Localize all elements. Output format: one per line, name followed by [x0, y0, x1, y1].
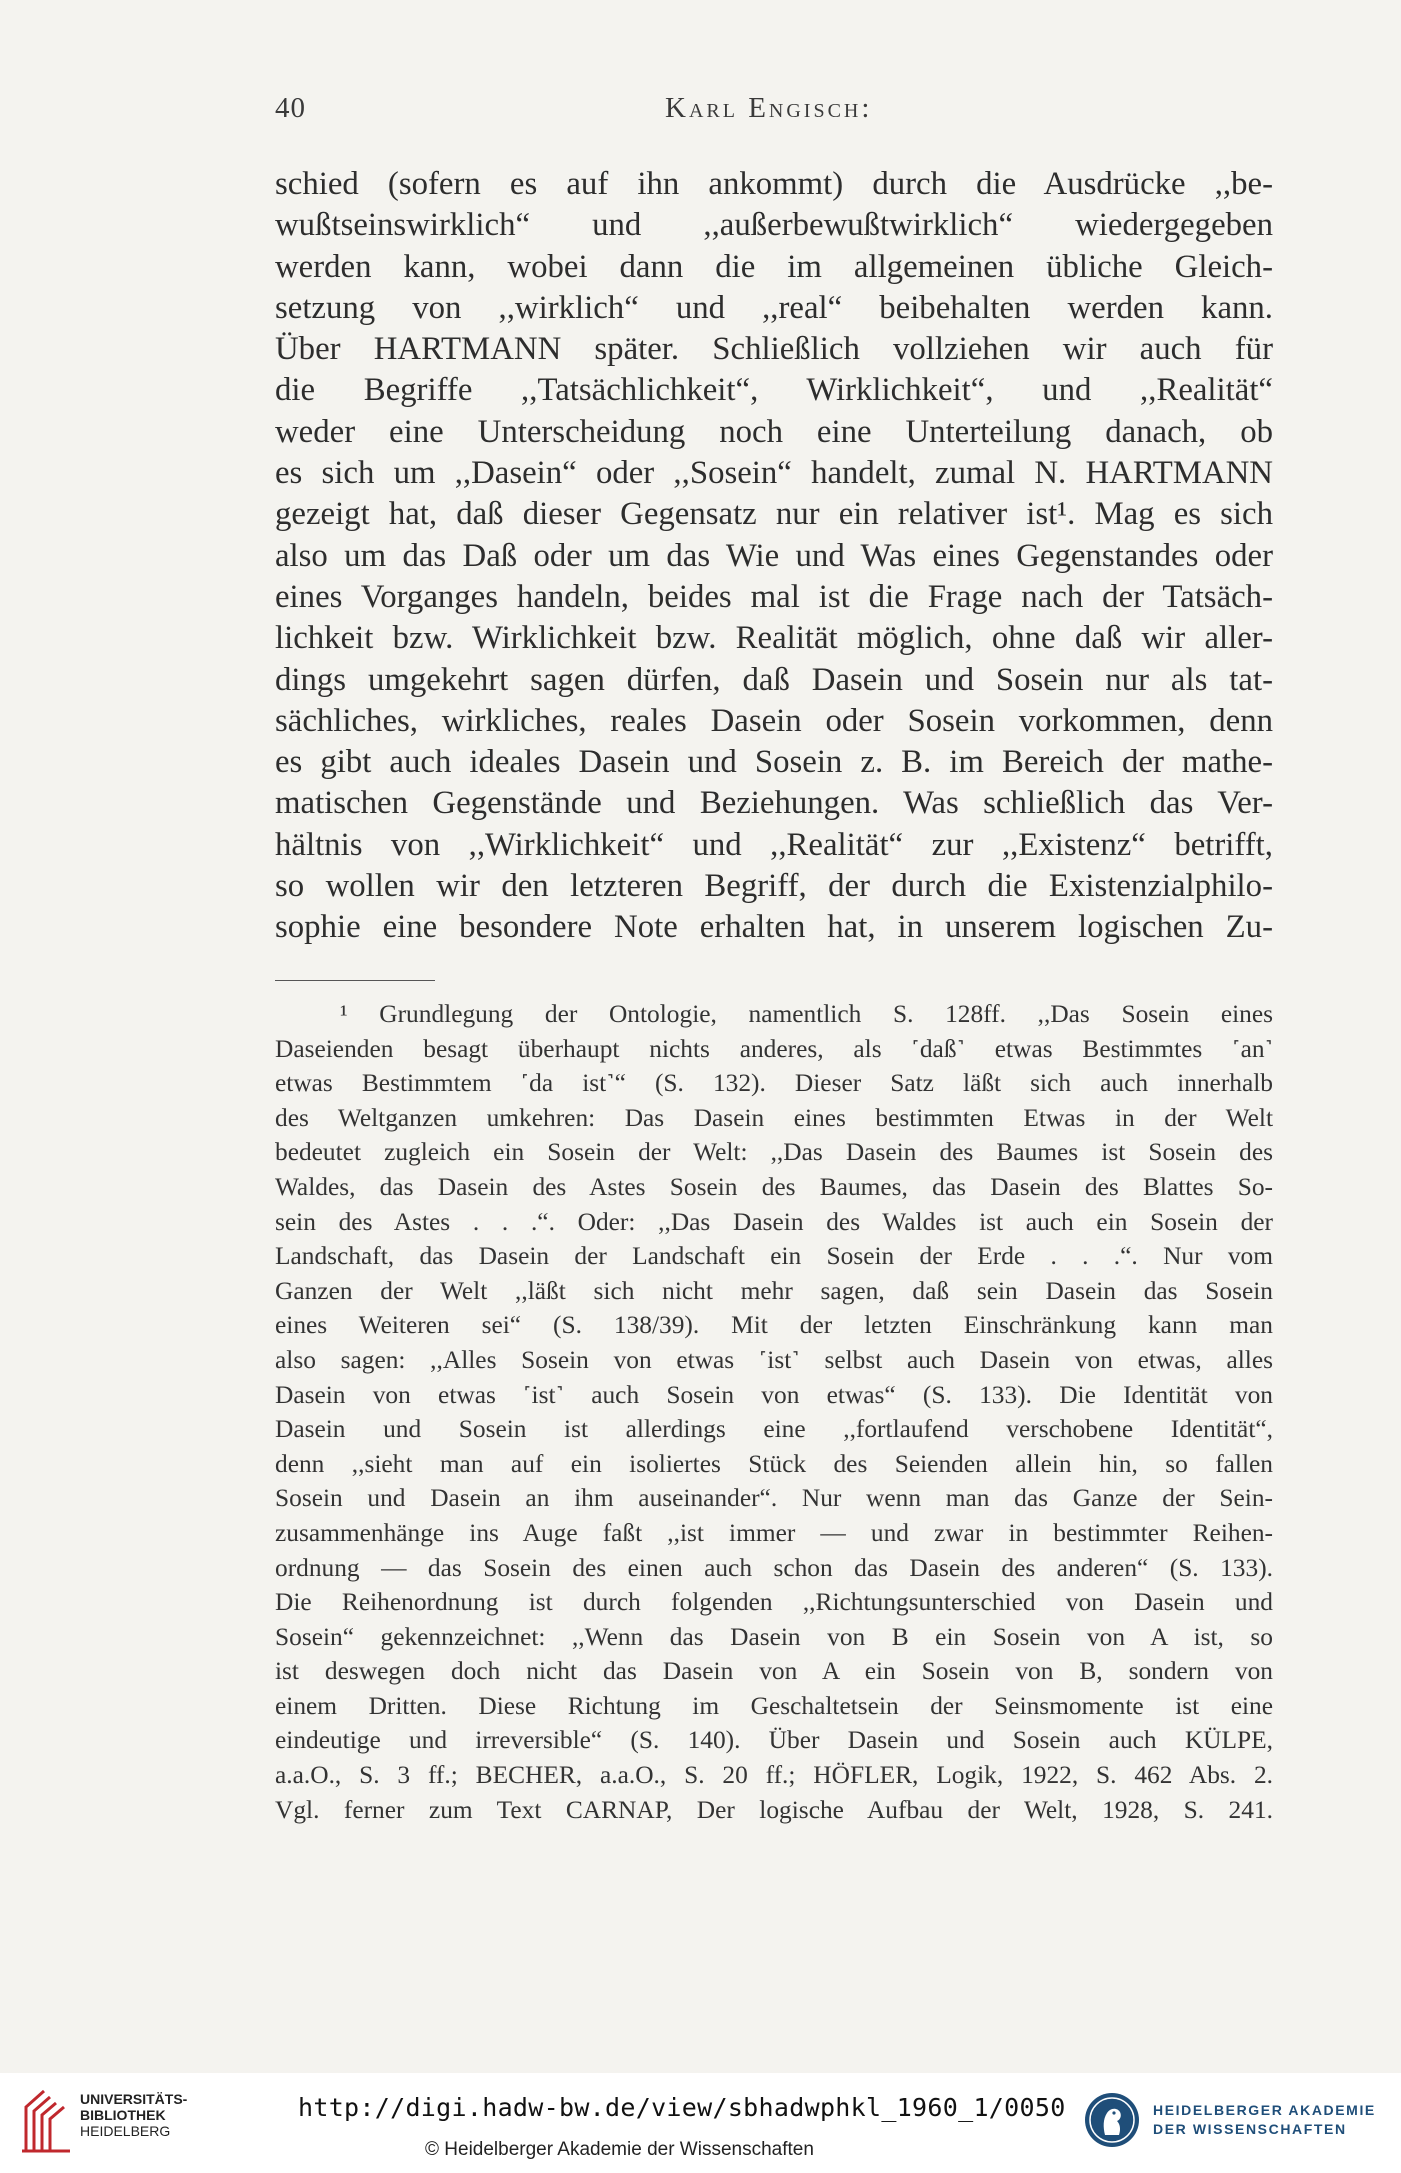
footnote-line: Daseienden besagt überhaupt nichts anderes, als ˹daß˺ etwas Bestimmtes ˹an˺ [275, 1034, 1273, 1063]
page-header [275, 92, 1281, 128]
footnote-line: a.a.O., S. 3 ff.; BECHER, a.a.O., S. 20 ff.; HÖFLER, Logik, 1922, S. 462 Abs. 2. [275, 1761, 1273, 1790]
body-line: so wollen wir den letzteren Begriff, der durch die Existenzialphilo- [275, 868, 1273, 905]
footnote-line: ¹ Grundlegung der Ontologie, namentlich S. 128ff. ,,Das Sosein eines [340, 1000, 1273, 1028]
university-library-name [80, 2091, 187, 2139]
body-line: die Begriffe ,,Tatsächlichkeit“, Wirklichkeit“, und ,,Realität“ [275, 372, 1273, 409]
footnote-line: Dasein und Sosein ist allerdings eine ,,fortlaufend verschobene Identität“, [275, 1415, 1273, 1444]
academy-name-line: DER WISSENSCHAFTEN [1153, 2121, 1347, 2137]
footnote-line: ist deswegen doch nicht das Dasein von A ein Sosein von B, sondern von [275, 1657, 1273, 1686]
viewer-footer [0, 2073, 1401, 2173]
academy-name-line: HEIDELBERGER AKADEMIE [1153, 2102, 1376, 2118]
footnote-line: einem Dritten. Diese Richtung im Geschaltetsein der Seinsmomente ist eine [275, 1691, 1273, 1720]
footnote-line: sein des Astes . . .“. Oder: ,,Das Dasein des Waldes ist auch ein Sosein der [275, 1207, 1273, 1236]
footnote-line: Waldes, das Dasein des Astes Sosein des Baumes, das Dasein des Blattes So- [275, 1172, 1273, 1201]
body-line: also um das Daß oder um das Wie und Was eines Gegenstandes oder [275, 537, 1273, 574]
footnote-line: des Weltganzen umkehren: Das Dasein eines bestimmten Etwas in der Welt [275, 1103, 1273, 1132]
footnote [275, 997, 1273, 1827]
page-number: 40 [275, 92, 306, 124]
footnote-line: etwas Bestimmtem ˹da ist˺“ (S. 132). Dieser Satz läßt sich auch innerhalb [275, 1069, 1273, 1098]
body-line: wußtseinswirklich“ und ,,außerbewußtwirklich“ wiedergegeben [275, 207, 1273, 244]
body-line: Über HARTMANN später. Schließlich vollziehen wir auch für [275, 331, 1273, 368]
copyright-notice: © Heidelberger Akademie der Wissenschaften [425, 2139, 814, 2160]
footnote-line: Sosein“ gekennzeichnet: ,,Wenn das Dasein von B ein Sosein von A ist, so [275, 1622, 1273, 1651]
university-library-logo-icon[interactable] [20, 2085, 72, 2155]
footnote-line: Dasein von etwas ˹ist˺ auch Sosein von etwas“ (S. 133). Die Identität von [275, 1380, 1273, 1409]
body-line: sophie eine besondere Note erhalten hat, in unserem logischen Zu- [275, 909, 1273, 946]
body-line: setzung von ,,wirklich“ und ,,real“ beibehalten werden kann. [275, 289, 1273, 326]
body-line: es sich um ,,Dasein“ oder ,,Sosein“ handelt, zumal N. HARTMANN [275, 455, 1273, 492]
body-line: dings umgekehrt sagen dürfen, daß Dasein und Sosein nur als tat- [275, 661, 1273, 698]
permalink-url[interactable]: http://digi.hadw-bw.de/view/sbhadwphkl_1960_1/0050 [298, 2093, 1066, 2122]
academy-name [1153, 2101, 1376, 2139]
library-name-line: UNIVERSITÄTS- [80, 2091, 188, 2107]
footnote-line: eines Weiteren sei“ (S. 138/39). Mit der letzten Einschränkung kann man [275, 1311, 1273, 1340]
body-line: eines Vorganges handeln, beides mal ist die Frage nach der Tatsäch- [275, 578, 1273, 615]
body-line: gezeigt hat, daß dieser Gegensatz nur ein relativer ist¹. Mag es sich [275, 496, 1273, 533]
body-text [275, 164, 1273, 949]
academy-seal-icon[interactable] [1083, 2091, 1141, 2149]
footnote-line: ordnung — das Sosein des einen auch schon das Dasein des anderen“ (S. 133). [275, 1553, 1273, 1582]
footnote-line: bedeutet zugleich ein Sosein der Welt: ,,Das Dasein des Baumes ist Sosein des [275, 1138, 1273, 1167]
footnote-line: also sagen: ,,Alles Sosein von etwas ˹ist˺ selbst auch Dasein von etwas, alles [275, 1345, 1273, 1374]
body-line: matischen Gegenstände und Beziehungen. Was schließlich das Ver- [275, 785, 1273, 822]
body-line: sächliches, wirkliches, reales Dasein oder Sosein vorkommen, denn [275, 702, 1273, 739]
body-line: weder eine Unterscheidung noch eine Unterteilung danach, ob [275, 413, 1273, 450]
library-name-line: HEIDELBERG [80, 2123, 171, 2139]
footnote-line: Sosein und Dasein an ihm auseinander“. Nur wenn man das Ganze der Sein- [275, 1484, 1273, 1513]
body-line: es gibt auch ideales Dasein und Sosein z. B. im Bereich der mathe- [275, 744, 1273, 781]
footnote-line: zusammenhänge ins Auge faßt ,,ist immer — und zwar in bestimmter Reihen- [275, 1518, 1273, 1547]
footnote-line: Landschaft, das Dasein der Landschaft ein Sosein der Erde . . .“. Nur vom [275, 1242, 1273, 1271]
footnote-line: denn ,,sieht man auf ein isoliertes Stück des Seienden allein hin, so fallen [275, 1449, 1273, 1478]
footnote-line: Vgl. ferner zum Text CARNAP, Der logische Aufbau der Welt, 1928, S. 241. [275, 1795, 1273, 1824]
footnote-line: Die Reihenordnung ist durch folgenden ,,Richtungsunterschied von Dasein und [275, 1588, 1273, 1617]
running-head: Karl Engisch: [665, 92, 873, 124]
footnote-line: eindeutige und irreversible“ (S. 140). Über Dasein und Sosein auch KÜLPE, [275, 1726, 1273, 1755]
library-name-line: BIBLIOTHEK [80, 2107, 166, 2123]
body-line: werden kann, wobei dann die im allgemeinen übliche Gleich- [275, 248, 1273, 285]
body-line: hältnis von ,,Wirklichkeit“ und ,,Realität“ zur ,,Existenz“ betrifft, [275, 826, 1273, 863]
footnote-divider [275, 980, 435, 981]
footnote-line: Ganzen der Welt ,,läßt sich nicht mehr sagen, daß sein Dasein das Sosein [275, 1276, 1273, 1305]
body-line: schied (sofern es auf ihn ankommt) durch die Ausdrücke ,,be- [275, 166, 1273, 202]
body-line: lichkeit bzw. Wirklichkeit bzw. Realität möglich, ohne daß wir aller- [275, 620, 1273, 657]
